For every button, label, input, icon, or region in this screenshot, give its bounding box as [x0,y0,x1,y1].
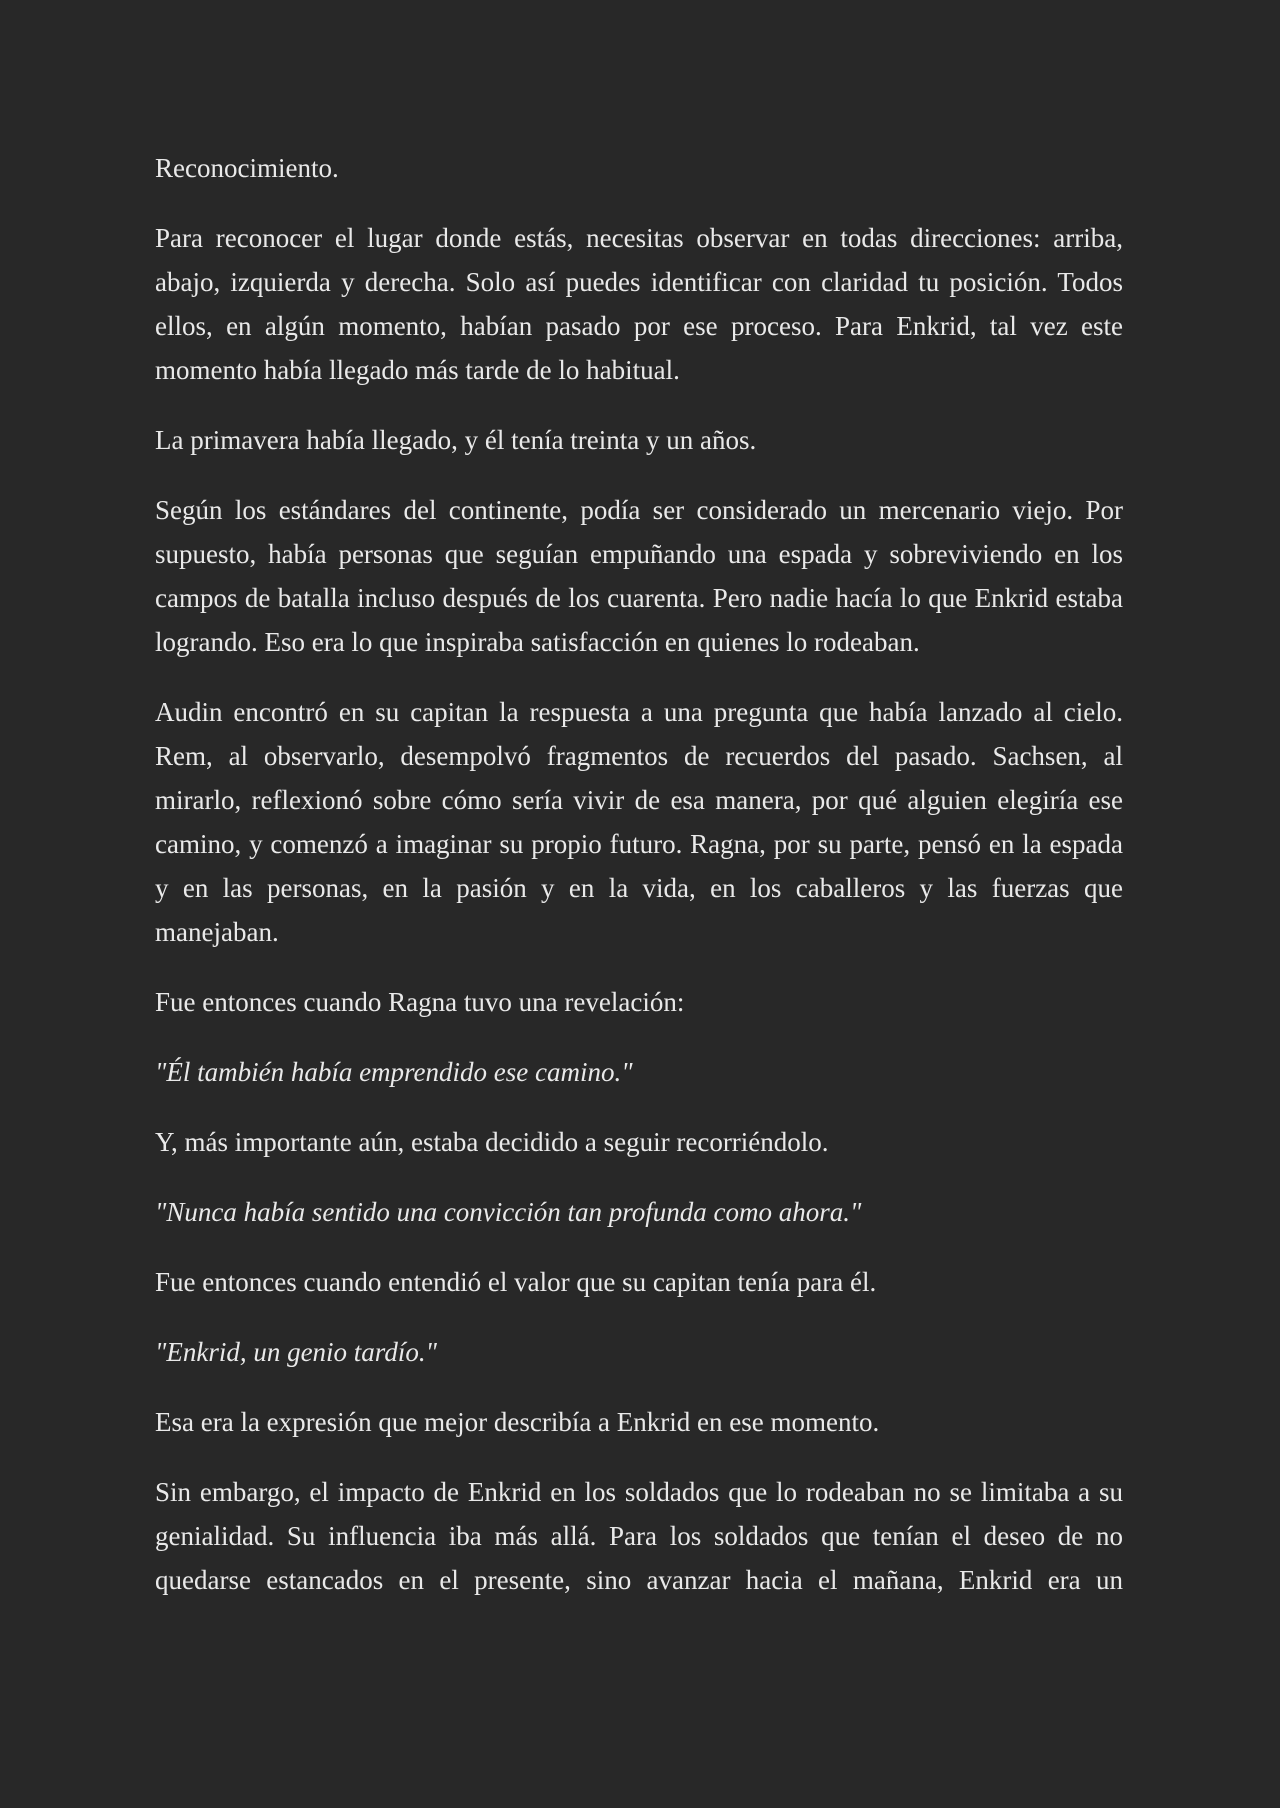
paragraph: Sin embargo, el impacto de Enkrid en los soldados que lo rodeaban no se limitaba a su genialidad. Su influencia iba más allá. Para los soldados que tenían el deseo de no quedarse estancados en el presente, sino avanzar hacia el mañana, Enkrid era un [155,1477,1123,1595]
italic-quote: "Enkrid, un genio tardío." [155,1337,437,1367]
paragraph: Esa era la expresión que mejor describía a Enkrid en ese momento. [155,1407,880,1437]
paragraph: Audin encontró en su capitan la respuesta a una pregunta que había lanzado al cielo. Rem, al observarlo, desempolvó fragmentos de recuerdos del pasado. Sachsen, al mirarlo, reflexionó sobre cómo sería vivir de esa manera, por qué alguien elegiría ese camino, y comenzó a imaginar su propio futuro. Ragna, por su parte, pensó en la espada y en las personas, en la pasión y en la vida, en los caballeros y las fuerzas que manejaban. [155,697,1123,947]
paragraph: Reconocimiento. [155,153,339,183]
paragraph: La primavera había llegado, y él tenía treinta y un años. [155,425,757,455]
reader-page [155,146,1123,1628]
paragraph: Fue entonces cuando entendió el valor que su capitan tenía para él. [155,1267,877,1297]
paragraph: Y, más importante aún, estaba decidido a seguir recorriéndolo. [155,1127,829,1157]
italic-quote: "Nunca había sentido una convicción tan profunda como ahora." [155,1197,862,1227]
italic-quote: "Él también había emprendido ese camino." [155,1057,633,1087]
paragraph: Fue entonces cuando Ragna tuvo una revelación: [155,987,685,1017]
paragraph: Según los estándares del continente, podía ser considerado un mercenario viejo. Por supuesto, había personas que seguían empuñando una espada y sobreviviendo en los campos de batalla incluso después de los cuarenta. Pero nadie hacía lo que Enkrid estaba logrando. Eso era lo que inspiraba satisfacción en quienes lo rodeaban. [155,495,1123,657]
paragraph: Para reconocer el lugar donde estás, necesitas observar en todas direcciones: arriba, abajo, izquierda y derecha. Solo así puedes identificar con claridad tu posición. Todos ellos, en algún momento, habían pasado por ese proceso. Para Enkrid, tal vez este momento había llegado más tarde de lo habitual. [155,223,1123,385]
